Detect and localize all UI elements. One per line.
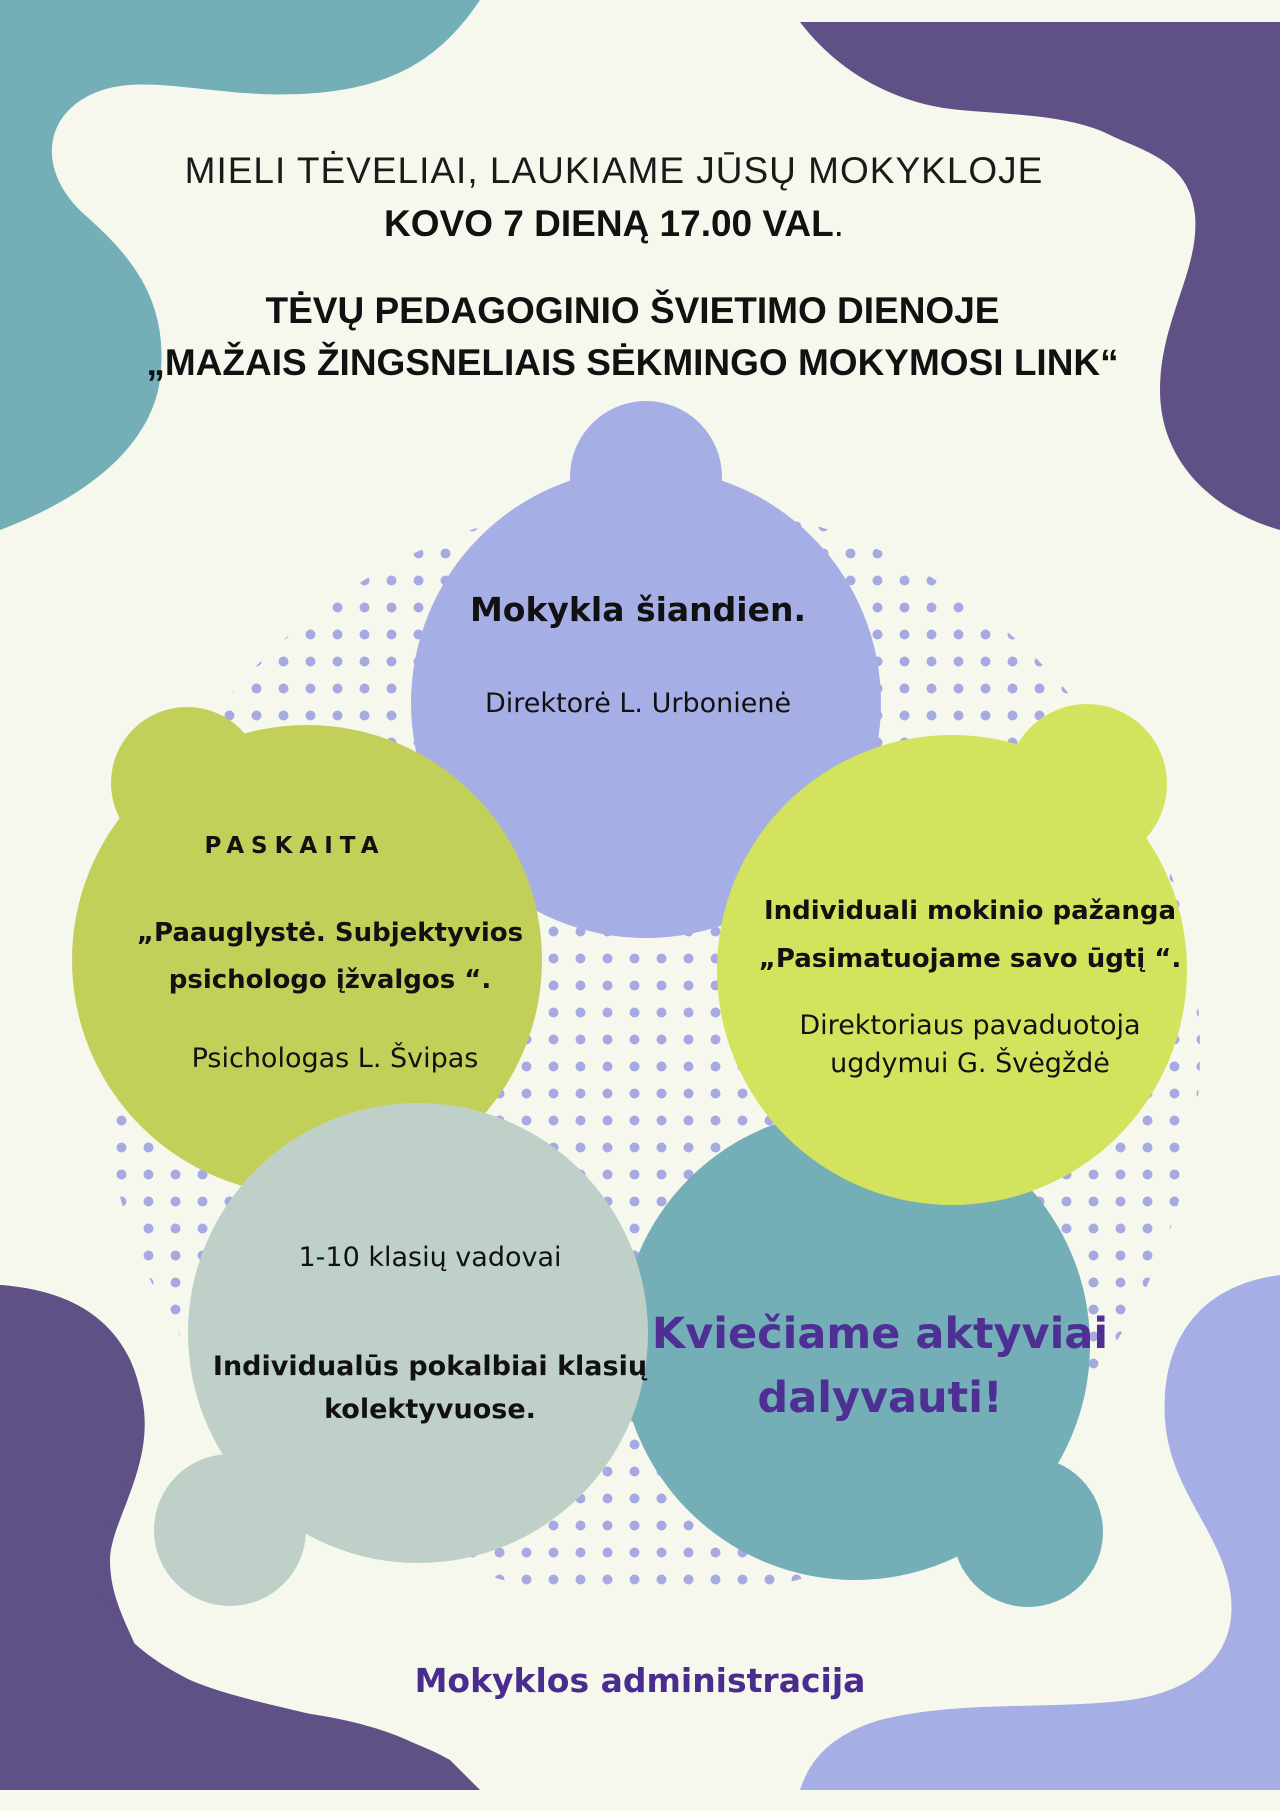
topic-progress-speaker: Direktoriaus pavaduotoja ugdymui G. Švėgždė bbox=[799, 1010, 1141, 1079]
topic-lecture-speaker: Psichologas L. Švipas bbox=[191, 1043, 479, 1074]
corner-blob-top-right bbox=[800, 22, 1280, 530]
header-line-1: MIELI TĖVELIAI, LAUKIAME JŪSŲ MOKYKLOJE bbox=[184, 150, 1044, 191]
corner-blob-top-left bbox=[0, 0, 480, 530]
topic-class-talks-title: Individualūs pokalbiai klasių kolektyvuose. bbox=[212, 1351, 648, 1425]
footer-signature: Mokyklos administracija bbox=[414, 1661, 866, 1700]
event-date-time: KOVO 7 DIENĄ 17.00 VAL bbox=[384, 203, 834, 244]
invite-text: Kviečiame aktyviai dalyvauti! bbox=[651, 1309, 1109, 1423]
topic-progress-title: Individuali mokinio pažanga „Pasimatuojame savo ūgtį “. bbox=[758, 896, 1182, 974]
lecture-label: PASKAITA bbox=[204, 833, 386, 859]
header-date-line bbox=[0, 203, 1228, 245]
sage-bubble bbox=[188, 1103, 648, 1563]
event-title: TĖVŲ PEDAGOGINIO ŠVIETIMO DIENOJE bbox=[265, 290, 1000, 331]
topic-class-talks-speaker: 1-10 klasių vadovai bbox=[298, 1242, 562, 1273]
topic-lecture-title: „Paauglystė. Subjektyvios psichologo įžvalgos “. bbox=[136, 918, 524, 995]
header-period: . bbox=[833, 203, 844, 244]
topic-school-today-speaker: Direktorė L. Urbonienė bbox=[484, 688, 792, 719]
event-subtitle: „MAŽAIS ŽINGSNELIAIS SĖKMINGO MOKYMOSI LINK“ bbox=[146, 342, 1119, 383]
topic-school-today-title: Mokykla šiandien. bbox=[469, 590, 807, 629]
